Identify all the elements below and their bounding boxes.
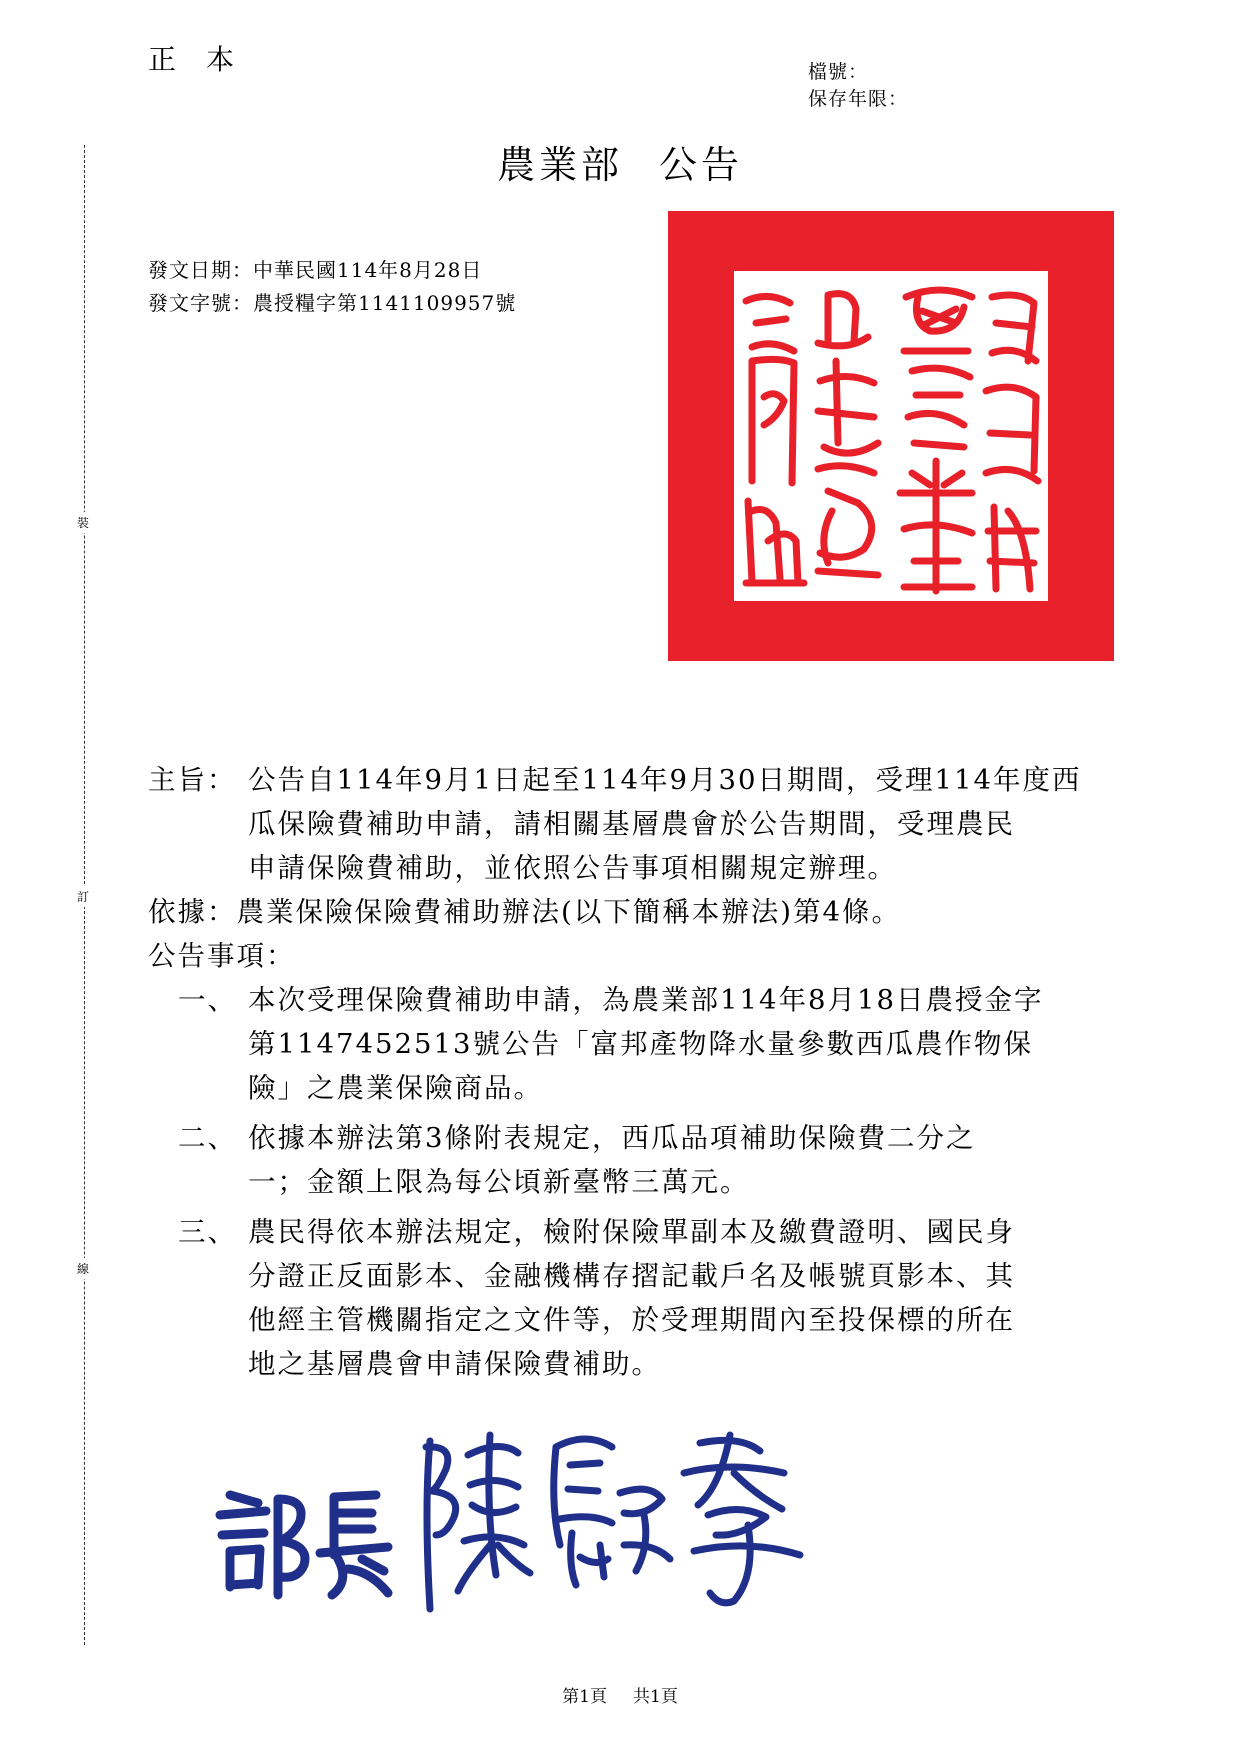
document-type: 公告 — [659, 143, 744, 187]
item-line: 一；金額上限為每公頃新臺幣三萬元。 — [248, 1166, 750, 1198]
item-line: 他經主管機關指定之文件等，於受理期間內至投保標的所在 — [248, 1304, 1015, 1336]
announcement-item-3 — [148, 1210, 1128, 1386]
agency-name: 農業部 — [496, 143, 623, 187]
binding-mark-bind: 裝 — [77, 512, 89, 533]
retention-period-label: 保存年限： — [808, 88, 909, 110]
basis-text: 農業保險保險費補助辦法(以下簡稱本辦法)第4條。 — [236, 896, 901, 928]
subject-line: 申請保險費補助，並依照公告事項相關規定辦理。 — [248, 852, 897, 884]
item-line: 本次受理保險費補助申請，為農業部114年8月18日農授金字 — [248, 984, 1044, 1016]
item-line: 農民得依本辦法規定，檢附保險單副本及繳費證明、國民身 — [248, 1216, 1015, 1248]
copy-label: 正本 — [148, 43, 265, 76]
document-title — [0, 134, 1240, 189]
subject-label: 主旨： — [148, 764, 237, 796]
item-number: 二、 — [178, 1122, 237, 1154]
binding-mark-line: 線 — [77, 1258, 89, 1279]
minister-signature-image — [200, 1395, 840, 1615]
item-line: 分證正反面影本、金融機構存摺記載戶名及帳號頁影本、其 — [248, 1260, 1015, 1292]
item-number: 三、 — [178, 1216, 237, 1248]
announcement-item-1 — [148, 978, 1128, 1110]
page-number: 第1頁 — [562, 1687, 607, 1707]
basis-paragraph — [148, 890, 1128, 934]
announcement-body — [148, 758, 1128, 1386]
official-seal-image — [668, 211, 1114, 661]
item-line: 險」之農業保險商品。 — [248, 1072, 543, 1104]
issue-number: 發文字號：農授糧字第1141109957號 — [148, 291, 517, 315]
items-label: 公告事項： — [148, 940, 296, 972]
basis-label: 依據： — [148, 896, 237, 928]
item-line: 依據本辦法第3條附表規定，西瓜品項補助保險費二分之 — [248, 1122, 976, 1154]
announcement-item-2 — [148, 1116, 1128, 1204]
item-line: 地之基層農會申請保險費補助。 — [248, 1348, 661, 1380]
subject-paragraph — [148, 758, 1128, 890]
archive-number-label: 檔號： — [808, 61, 869, 83]
page-total: 共1頁 — [633, 1687, 678, 1707]
issue-date: 發文日期：中華民國114年8月28日 — [148, 258, 483, 282]
binding-mark-staple: 訂 — [77, 886, 89, 907]
item-number: 一、 — [178, 984, 237, 1016]
item-line: 第1147452513號公告「富邦產物降水量參數西瓜農作物保 — [248, 1028, 1033, 1060]
subject-line: 公告自114年9月1日起至114年9月30日期間，受理114年度西 — [248, 764, 1082, 796]
page-footer — [0, 1682, 1240, 1707]
subject-line: 瓜保險費補助申請，請相關基層農會於公告期間，受理農民 — [248, 808, 1015, 840]
